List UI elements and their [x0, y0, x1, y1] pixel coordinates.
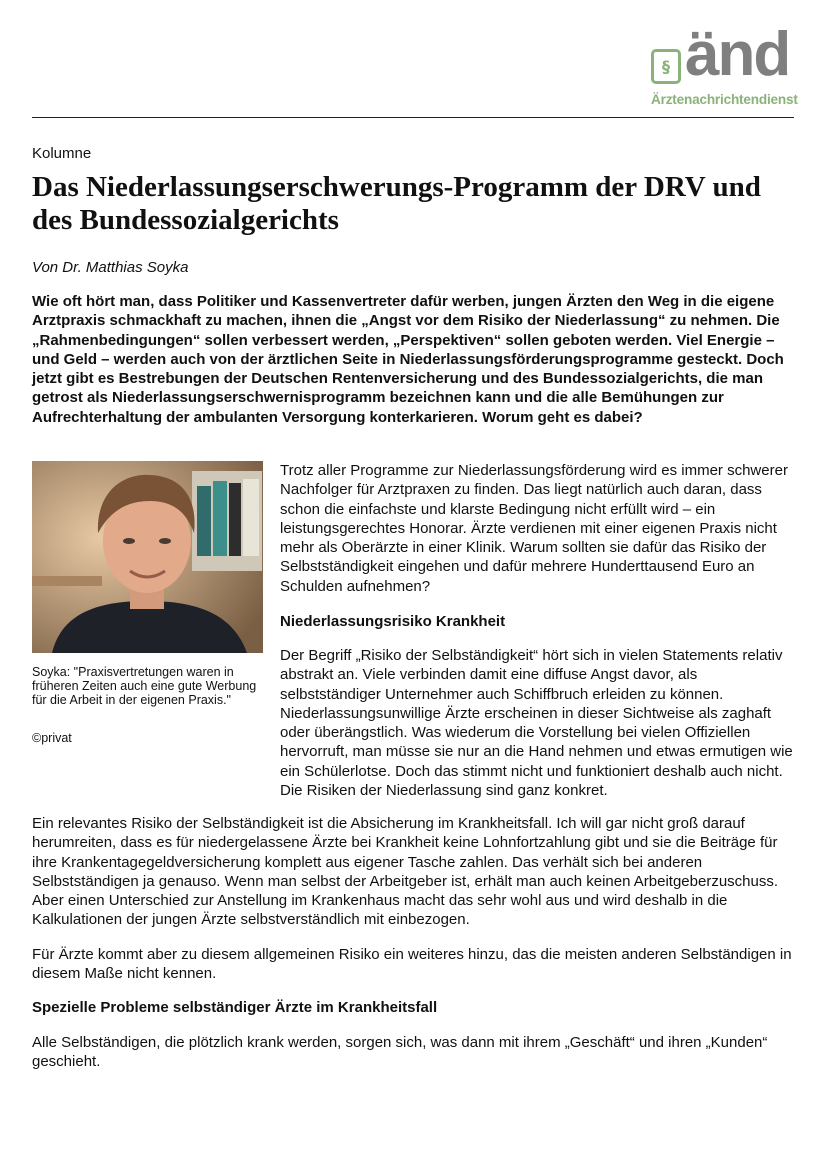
logo-wordmark: änd — [685, 20, 790, 89]
body-paragraph: Alle Selbständigen, die plötzlich krank werden, sorgen sich, was dann mit ihrem „Geschäft“ und ihren „Kunden“ geschieht. — [32, 1034, 768, 1071]
section-heading: Spezielle Probleme selbständiger Ärzte im Krankheitsfall — [32, 999, 438, 1016]
caduceus-icon — [651, 49, 681, 84]
photo-caption: Soyka: "Praxisvertretungen waren in früheren Zeiten auch eine gute Werbung für die Arbeit in der eigenen Praxis." — [32, 665, 257, 707]
body-paragraph: Ein relevantes Risiko der Selbständigkeit ist die Absicherung im Krankheitsfall. Ich will gar nicht groß darauf herumreiten, dass es für niedergelassene Ärzte bei Krankheit keine Lohnfortzahlung gibt und sie die Beiträge für ihre Krankentagegeldversicherung komplett aus eigener Tasche zahlen. Das verhält sich bei anderen Selbstständigen ja genauso. Wenn man selbst der Arbeitgeber ist, erhält man auch keinen Arbeitgeberzuschuss. Aber einen Unterschied zur Anstellung im Krankenhaus macht das sehr wohl aus und wird deshalb in die Kalkulationen der jungen Ärzte selbstverständlich mit einbezogen. — [32, 815, 779, 929]
photo-credit: ©privat — [32, 731, 72, 745]
logo-symbol: § — [662, 56, 670, 76]
author-photo — [32, 461, 263, 653]
logo-subtitle: Ärztenachrichtendienst — [651, 92, 798, 107]
article-author: Von Dr. Matthias Soyka — [32, 259, 189, 276]
article-title: Das Niederlassungserschwerungs-Programm der DRV und des Bundessozialgerichts — [32, 171, 761, 236]
article-category: Kolumne — [32, 145, 92, 162]
body-paragraph: Der Begriff „Risiko der Selbständigkeit“ hört sich in vielen Statements relativ abstrakt an. Viele verbinden damit eine diffuse Angst davor, als selbstständiger Unternehmer auch Schiffbruch erleiden zu können. Niederlassungsunwillige Ärzte erscheinen in dieser Sichtweise als zaghaft oder überängstlich. Was wiederum die Vorstellung bei vielen Offiziellen hervorruft, man müsse sie nur an die Hand nehmen und etwas ermutigen wie ein Schülerlotse. Doch das stimmt nicht und funktioniert deshalb auch nicht. Die Risiken der Niederlassung sind ganz konkret. — [280, 647, 793, 800]
aend-logo — [651, 20, 798, 110]
article-lead: Wie oft hört man, dass Politiker und Kassenvertreter dafür werben, jungen Ärzten den Weg in die eigene Arztpraxis schmackhaft zu machen, ihnen die „Angst vor dem Risiko der Niederlassung“ zu nehmen. Die „Rahmenbedingungen“ sollen verbessert werden, „Perspektiven“ sollen geboten werden. Viel Energie – und Geld – werden auch von der ärztlichen Seite in Niederlassungsförderungsprogramme gesteckt. Doch jetzt gibt es Bestrebungen der Deutschen Rentenversicherung und des Bundessozialgerichts, die man getrost als Niederlassungserschwernisprogramm bezeichnen kann und die alle Bemühungen zur Aufrechterhaltung der ambulanten Versorgung konterkarieren. Worum geht es dabei? — [32, 293, 784, 426]
header-divider — [32, 117, 794, 118]
body-paragraph: Trotz aller Programme zur Niederlassungsförderung wird es immer schwerer Nachfolger für Arztpraxen zu finden. Das liegt natürlich auch daran, dass schon die einfachste und klarste Bedingung nicht erfüllt wird – ein leistungsgerechtes Honorar. Ärzte verdienen mit einer eigenen Praxis nicht mehr als Oberärzte in einer Klinik. Warum sollten sie dafür das Risiko der Selbstständigkeit eingehen und dafür mehrere Hunderttausend Euro an Schulden aufnehmen? — [280, 462, 788, 595]
section-heading: Niederlassungsrisiko Krankheit — [280, 613, 506, 630]
body-paragraph: Für Ärzte kommt aber zu diesem allgemeinen Risiko ein weiteres hinzu, das die meisten anderen Selbständigen in diesem Maße nicht kennen. — [32, 946, 792, 983]
